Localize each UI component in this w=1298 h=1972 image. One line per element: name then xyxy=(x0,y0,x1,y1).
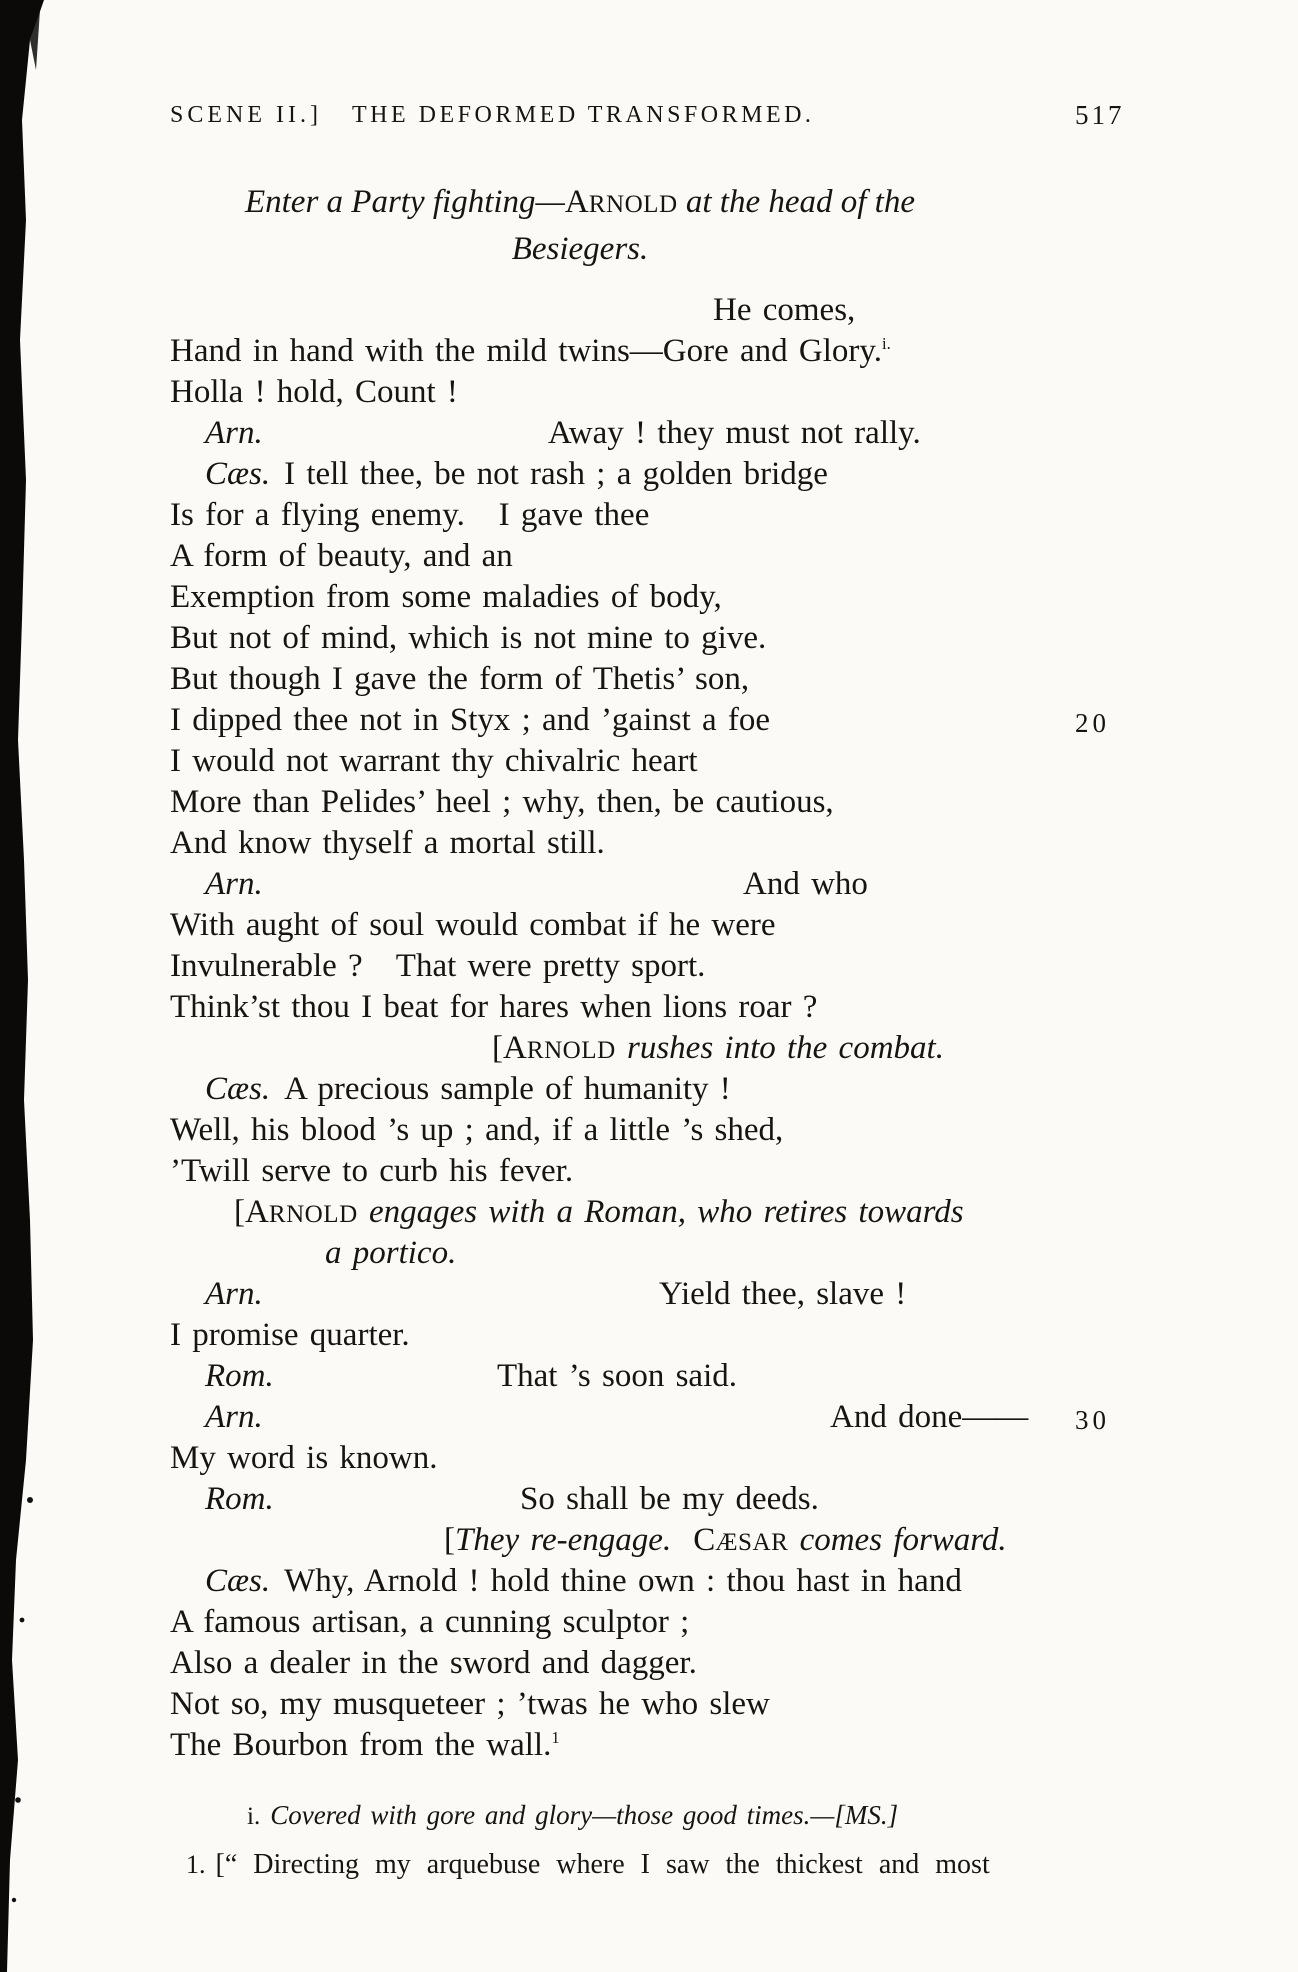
verse-line: But though I gave the form of Thetis’ son, xyxy=(170,661,750,697)
verse-line: Rom. So shall be my deeds. xyxy=(170,1479,1170,1520)
verse-line: He comes, xyxy=(713,292,856,328)
speaker-abbr: Arn. xyxy=(205,415,263,451)
character-name-arnold: ARNOLD xyxy=(245,1194,358,1230)
page-number: 517 xyxy=(1075,100,1125,130)
speaker-abbr: Arn. xyxy=(205,866,263,902)
character-name-arnold: ARNOLD xyxy=(564,184,678,220)
direction-text: Enter a Party fighting— xyxy=(244,184,565,220)
verse-line: Holla ! hold, Count ! xyxy=(170,374,458,410)
verse-line: Rom. That ’s soon said. xyxy=(170,1356,1170,1397)
verse-block xyxy=(170,290,1170,1890)
direction-text: at the head of the xyxy=(677,184,915,220)
character-name-arnold: ARNOLD xyxy=(503,1030,616,1066)
speaker-abbr: Cæs. xyxy=(205,1563,271,1599)
verse-line: Arn. And done—— 30 xyxy=(170,1397,1170,1438)
verse-line: Arn. Yield thee, slave ! xyxy=(170,1274,1170,1315)
verse-line: Exemption from some maladies of body, xyxy=(170,579,722,615)
verse-line: Think’st thou I beat for hares when lions roar ? xyxy=(170,989,818,1025)
verse-line: Well, his blood ’s up ; and, if a little ’s shed, xyxy=(170,1112,784,1148)
footnote-label: i. xyxy=(247,1803,261,1830)
verse-line: Hand in hand with the mild twins—Gore and Glory.$^{i.}$ xyxy=(170,333,891,369)
footnote-i: i. Covered with gore and glory—those good times.—[MS.] xyxy=(247,1800,899,1830)
verse-line-number: 30 xyxy=(1075,1405,1110,1435)
footnotes xyxy=(170,1792,1170,1890)
verse-line: My word is known. xyxy=(170,1440,438,1476)
stage-direction-line: [They re-engage. CÆSAR comes forward. xyxy=(444,1522,1007,1558)
speaker-abbr: Cæs. xyxy=(205,456,271,492)
verse-line: And know thyself a mortal still. xyxy=(170,825,605,861)
opening-stage-direction xyxy=(170,180,990,271)
speaker-abbr: Cæs. xyxy=(205,1071,271,1107)
verse-line: ’Twill serve to curb his fever. xyxy=(170,1153,574,1189)
footnote-mark: i. xyxy=(882,334,891,354)
verse-line: Is for a flying enemy. I gave thee xyxy=(170,497,650,533)
scan-edge-artifact xyxy=(0,0,70,1972)
scene-label: SCENE II.] xyxy=(170,102,322,128)
verse-line: Arn. And who xyxy=(170,864,1170,905)
speaker-abbr: Arn. xyxy=(205,1399,263,1435)
verse-line: Not so, my musqueteer ; ’twas he who slew xyxy=(170,1686,770,1722)
verse-line: Cæs. I tell thee, be not rash ; a golden bridge xyxy=(170,454,1170,495)
verse-line-number: 20 xyxy=(1075,708,1110,738)
verse-line: With aught of soul would combat if he were xyxy=(170,907,776,943)
stage-direction-line: [ARNOLD rushes into the combat. xyxy=(492,1030,944,1066)
verse-line: The Bourbon from the wall.$^1$ xyxy=(170,1727,560,1763)
verse-line: Also a dealer in the sword and dagger. xyxy=(170,1645,697,1681)
footnote-label: 1. xyxy=(186,1850,206,1879)
speaker-abbr: Rom. xyxy=(205,1481,274,1517)
speaker-abbr: Arn. xyxy=(205,1276,263,1312)
verse-line: More than Pelides’ heel ; why, then, be cautious, xyxy=(170,784,834,820)
verse-line: I dipped thee not in Styx ; and ’gainst a foe 20 xyxy=(170,700,1170,741)
verse-line: Invulnerable ? That were pretty sport. xyxy=(170,948,706,984)
verse-line: But not of mind, which is not mine to give. xyxy=(170,620,767,656)
speaker-abbr: Rom. xyxy=(205,1358,274,1394)
verse-line: Arn. Away ! they must not rally. xyxy=(170,413,1170,454)
opening-direction-line1 xyxy=(170,180,990,227)
page-header xyxy=(170,102,1140,142)
footnote-mark: 1 xyxy=(551,1728,560,1748)
character-name-caesar: CÆSAR xyxy=(693,1522,789,1558)
stage-direction-line: [ARNOLD engages with a Roman, who retires towards xyxy=(234,1194,964,1230)
stage-direction-line: a portico. xyxy=(325,1235,457,1271)
verse-line: I promise quarter. xyxy=(170,1317,410,1353)
verse-line: A form of beauty, and an xyxy=(170,538,513,574)
opening-direction-line2: Besiegers. xyxy=(511,231,649,267)
footnote-1: 1. [“ Directing my arquebuse where I saw the thickest and most xyxy=(186,1849,990,1880)
verse-line: Cæs. A precious sample of humanity ! xyxy=(170,1069,1170,1110)
running-title: THE DEFORMED TRANSFORMED. xyxy=(352,102,815,128)
verse-line: I would not warrant thy chivalric heart xyxy=(170,743,698,779)
verse-line: Cæs. Why, Arnold ! hold thine own : thou hast in hand xyxy=(170,1561,1170,1602)
verse-line: A famous artisan, a cunning sculptor ; xyxy=(170,1604,690,1640)
